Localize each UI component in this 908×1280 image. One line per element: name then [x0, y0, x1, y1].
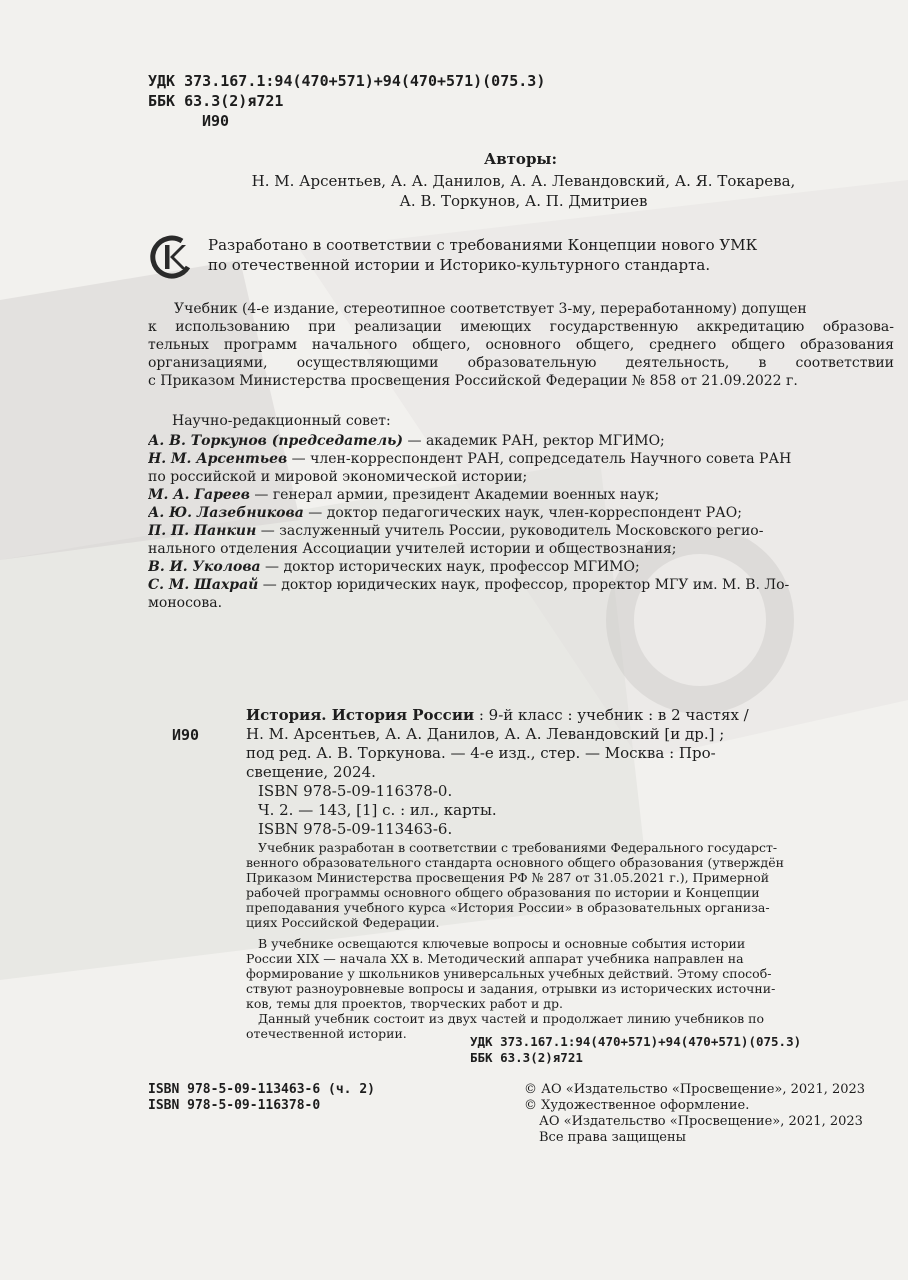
council-member-role: — доктор исторических наук, профессор МГИМО; — [260, 559, 640, 575]
council-row — [148, 504, 896, 522]
annotation-line: В учебнике освещаются ключевые вопросы и основные события истории — [258, 936, 746, 951]
annotation-line: ствуют разноуровневые вопросы и задания, отрывки из исторических источни- — [246, 981, 776, 996]
annotation-line: рабочей программы основного общего образования по истории и Концепции — [246, 885, 760, 900]
footer-isbn-set: ISBN 978-5-09-116378-0 — [148, 1098, 321, 1113]
council-member-name: М. А. Гареев — [148, 487, 250, 503]
council-member-name: В. И. Уколова — [148, 559, 261, 575]
authors-heading: Авторы: — [484, 150, 558, 168]
council-row — [148, 522, 896, 540]
biblio-isbn-set: ISBN 978-5-09-116378-0. — [258, 782, 453, 800]
annotation — [246, 840, 838, 1041]
annotation-line: ков, темы для проектов, творческих работ и др. — [246, 996, 563, 1011]
authors-line-2: А. В. Торкунов, А. П. Дмитриев — [399, 192, 648, 210]
annotation-line: формирование у школьников универсальных учебных действий. Этому способ- — [246, 966, 772, 981]
council-row — [148, 540, 896, 558]
council-heading: Научно-редакционный совет: — [172, 413, 391, 429]
book-title: История. История России — [246, 706, 475, 724]
biblio-record — [246, 706, 838, 839]
council-list — [148, 432, 896, 612]
biblio-isbn-part: ISBN 978-5-09-113463-6. — [258, 820, 453, 838]
ik-certification-icon — [148, 233, 196, 281]
approval-paragraph — [148, 300, 894, 390]
council-row — [148, 486, 896, 504]
council-row — [148, 432, 896, 450]
council-member-role: — академик РАН, ректор МГИМО; — [403, 433, 665, 449]
council-member-role: моносова. — [148, 595, 223, 611]
annotation-line: преподавания учебного курса «История России» в образовательных организа- — [246, 900, 770, 915]
approval-line: тельных программ начального общего, основного общего, среднего общего образования — [148, 337, 894, 353]
approval-line: Учебник (4-е издание, стереотипное соответствует 3-му, переработанному) допущен — [174, 301, 807, 317]
biblio-sign: И90 — [172, 726, 200, 744]
udk-code: УДК 373.167.1:94(470+571)+94(470+571)(075.3) — [148, 72, 546, 90]
council-row — [148, 558, 896, 576]
annotation-udk: УДК 373.167.1:94(470+571)+94(470+571)(075.3) — [470, 1034, 802, 1049]
biblio-line: под ред. А. В. Торкунова. — 4-е изд., стер. — Москва : Про- — [246, 744, 716, 762]
biblio-part: Ч. 2. — 143, [1] с. : ил., карты. — [258, 801, 497, 819]
approval-line: к использованию при реализации имеющих государственную аккредитацию образова- — [148, 319, 894, 335]
council-member-role: нального отделения Ассоциации учителей истории и обществознания; — [148, 541, 677, 557]
authors-line-1: Н. М. Арсентьев, А. А. Данилов, А. А. Левандовский, А. Я. Токарева, — [251, 172, 796, 190]
council-member-role: — член-корреспондент РАН, сопредседатель Научного совета РАН — [287, 451, 792, 467]
biblio-line: свещение, 2024. — [246, 763, 376, 781]
annotation-bbk: ББК 63.3(2)я721 — [470, 1050, 583, 1065]
umk-line-1: Разработано в соответствии с требованиями Концепции нового УМК — [208, 236, 758, 254]
annotation-line: России XIX — начала XX в. Методический аппарат учебника направлен на — [246, 951, 744, 966]
annotation-line: циях Российской Федерации. — [246, 915, 440, 930]
council-row — [148, 468, 896, 486]
council-member-name: П. П. Панкин — [148, 523, 257, 539]
approval-line: организациями, осуществляющими образовательную деятельность, в соответствии — [148, 355, 894, 371]
footer-isbn-part: ISBN 978-5-09-113463-6 (ч. 2) — [148, 1082, 375, 1097]
council-member-role: — генерал армии, президент Академии военных наук; — [249, 487, 660, 503]
council-member-role: — доктор юридических наук, профессор, проректор МГУ им. М. В. Ло- — [258, 577, 790, 593]
biblio-line: Н. М. Арсентьев, А. А. Данилов, А. А. Левандовский [и др.] ; — [246, 725, 725, 743]
council-member-role: — заслуженный учитель России, руководитель Московского регио- — [256, 523, 764, 539]
annotation-line: Приказом Министерства просвещения РФ № 287 от 31.05.2021 г.), Примерной — [246, 870, 770, 885]
umk-line-2: по отечественной истории и Историко-культурного стандарта. — [208, 256, 711, 274]
annotation-line: отечественной истории. — [246, 1026, 407, 1041]
council-member-role: — доктор педагогических наук, член-корреспондент РАО; — [303, 505, 742, 521]
all-rights-reserved: Все права защищены — [539, 1130, 686, 1145]
council-member-name: С. М. Шахрай — [148, 577, 259, 593]
copyright-design: © Художественное оформление. — [524, 1098, 750, 1113]
council-member-name: А. Ю. Лазебникова — [148, 505, 304, 521]
annotation-line: Учебник разработан в соответствии с требованиями Федерального государст- — [258, 840, 778, 855]
council-member-name: Н. М. Арсентьев — [148, 451, 288, 467]
council-row — [148, 450, 896, 468]
approval-line: с Приказом Министерства просвещения Российской Федерации № 858 от 21.09.2022 г. — [148, 373, 798, 389]
annotation-line: венного образовательного стандарта основного общего образования (утверждён — [246, 855, 784, 870]
author-sign: И90 — [202, 112, 230, 130]
council-member-role: по российской и мировой экономической истории; — [148, 469, 528, 485]
bbk-code: ББК 63.3(2)я721 — [148, 92, 284, 110]
copyright-publisher: © АО «Издательство «Просвещение», 2021, 2023 — [524, 1082, 866, 1097]
annotation-line: Данный учебник состоит из двух частей и продолжает линию учебников по — [258, 1011, 765, 1026]
council-member-name: А. В. Торкунов (председатель) — [148, 433, 404, 449]
biblio-line — [246, 706, 838, 725]
copyright-design-holder: АО «Издательство «Просвещение», 2021, 2023 — [539, 1114, 863, 1129]
council-row — [148, 576, 896, 594]
biblio-subtitle: : 9-й класс : учебник : в 2 частях / — [474, 706, 749, 724]
council-row — [148, 594, 896, 612]
